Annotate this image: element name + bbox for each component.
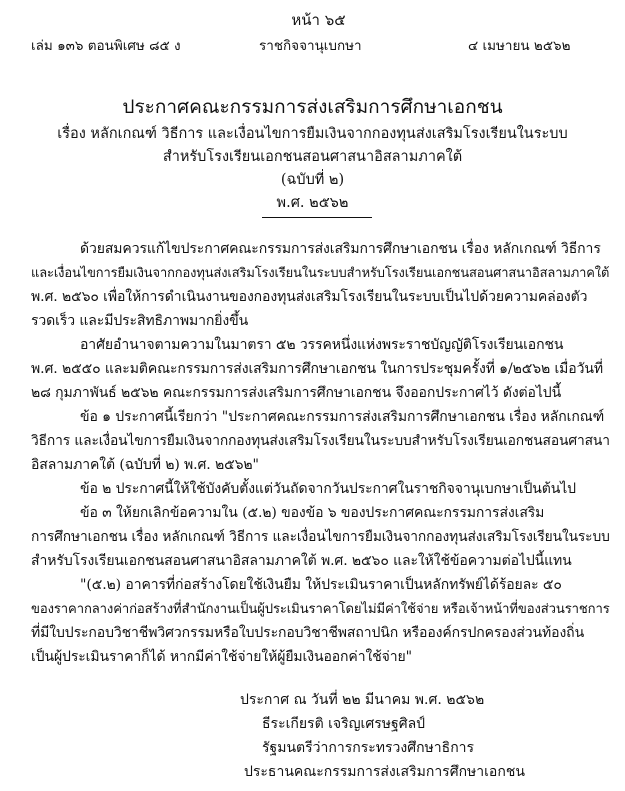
gazette-date: ๔ เมษายน ๒๕๖๒	[468, 38, 571, 54]
body-line: ๒๘ กุมภาพันธ์ ๒๕๖๒ คณะกรรมการส่งเสริมการศึกษาเอกชน จึงออกประกาศไว้ ดังต่อไปนี้	[31, 385, 562, 401]
body-line: สำหรับโรงเรียนเอกชนสอนศาสนาอิสลามภาคใต้ พ.ศ. ๒๕๖๐ และให้ใช้ข้อความต่อไปนี้แทน	[31, 553, 572, 569]
body-line: พ.ศ. ๒๕๕๐ และมติคณะกรรมการส่งเสริมการศึกษาเอกชน ในการประชุมครั้งที่ ๑/๒๕๖๒ เมื่อวันที่	[31, 361, 603, 377]
body-line: วิธีการ และเงื่อนไขการยืมเงินจากกองทุนส่งเสริมโรงเรียนในระบบสำหรับโรงเรียนเอกชนสอนศาสนา	[31, 433, 610, 449]
edition-number: (ฉบับที่ ๒)	[280, 172, 345, 188]
buddhist-year: พ.ศ. ๒๕๖๒	[276, 195, 349, 211]
announcement-date: ประกาศ ณ วันที่ ๒๒ มีนาคม พ.ศ. ๒๕๖๒	[240, 692, 485, 708]
clause-2: ข้อ ๒ ประกาศนี้ให้ใช้บังคับตั้งแต่วันถัดจากวันประกาศในราชกิจจานุเบกษาเป็นต้นไป	[80, 481, 576, 497]
announcement-title: ประกาศคณะกรรมการส่งเสริมการศึกษาเอกชน	[122, 96, 503, 118]
gazette-volume: เล่ม ๑๓๖ ตอนพิเศษ ๘๕ ง	[31, 38, 181, 54]
body-line: การศึกษาเอกชน เรื่อง หลักเกณฑ์ วิธีการ และเงื่อนไขการยืมเงินจากกองทุนส่งเสริมโรงเรียนในระบบ	[31, 529, 610, 545]
body-line: อาศัยอำนาจตามความในมาตรา ๕๒ วรรคหนึ่งแห่งพระราชบัญญัติโรงเรียนเอกชน	[80, 337, 564, 353]
clause-3: ข้อ ๓ ให้ยกเลิกข้อความใน (๕.๒) ของข้อ ๖ ของประกาศคณะกรรมการส่งเสริม	[80, 505, 545, 521]
signatory-name: ธีระเกียรติ เจริญเศรษฐศิลป์	[262, 716, 426, 732]
body-line: เป็นผู้ประเมินราคาก็ได้ หากมีค่าใช้จ่ายให้ผู้ยืมเงินออกค่าใช้จ่าย"	[31, 649, 412, 665]
page-number: หน้า ๖๕	[291, 11, 346, 29]
signatory-position: รัฐมนตรีว่าการกระทรวงศึกษาธิการ	[262, 740, 475, 756]
signatory-role: ประธานคณะกรรมการส่งเสริมการศึกษาเอกชน	[244, 764, 525, 780]
body-line: ที่มีใบประกอบวิชาชีพวิศวกรรมหรือใบประกอบวิชาชีพสถาปนิก หรือองค์กรปกครองส่วนท้องถิ่น	[31, 625, 585, 641]
body-line: อิสลามภาคใต้ (ฉบับที่ ๒) พ.ศ. ๒๕๖๒"	[31, 457, 259, 473]
body-line: พ.ศ. ๒๕๖๐ เพื่อให้การดำเนินงานของกองทุนส่งเสริมโรงเรียนในระบบเป็นไปด้วยความคล่องตัว	[31, 289, 588, 305]
body-line: ของราคากลางค่าก่อสร้างที่สำนักงานเป็นผู้ประเมินราคาโดยไม่มีค่าใช้จ่าย หรือเจ้าหน้าที่ของส่วนราชการ	[31, 602, 610, 617]
title-divider	[262, 217, 372, 218]
body-line: รวดเร็ว และมีประสิทธิภาพมากยิ่งขึ้น	[31, 313, 249, 329]
subject-line: เรื่อง หลักเกณฑ์ วิธีการ และเงื่อนไขการยืมเงินจากกองทุนส่งเสริมโรงเรียนในระบบ	[57, 126, 568, 142]
body-line: ด้วยสมควรแก้ไขประกาศคณะกรรมการส่งเสริมการศึกษาเอกชน เรื่อง หลักเกณฑ์ วิธีการ	[80, 241, 601, 257]
amended-text: "(๕.๒) อาคารที่ก่อสร้างโดยใช้เงินยืม ให้ประเมินราคาเป็นหลักทรัพย์ได้ร้อยละ ๕๐	[80, 577, 562, 593]
body-line: และเงื่อนไขการยืมเงินจากกองทุนส่งเสริมโรงเรียนในระบบสำหรับโรงเรียนเอกชนสอนศาสนาอิสลามภาคใต้	[31, 266, 610, 281]
subject-line: สำหรับโรงเรียนเอกชนสอนศาสนาอิสลามภาคใต้	[162, 149, 463, 165]
gazette-name: ราชกิจจานุเบกษา	[259, 38, 362, 54]
clause-1: ข้อ ๑ ประกาศนี้เรียกว่า "ประกาศคณะกรรมการส่งเสริมการศึกษาเอกชน เรื่อง หลักเกณฑ์	[80, 409, 605, 425]
